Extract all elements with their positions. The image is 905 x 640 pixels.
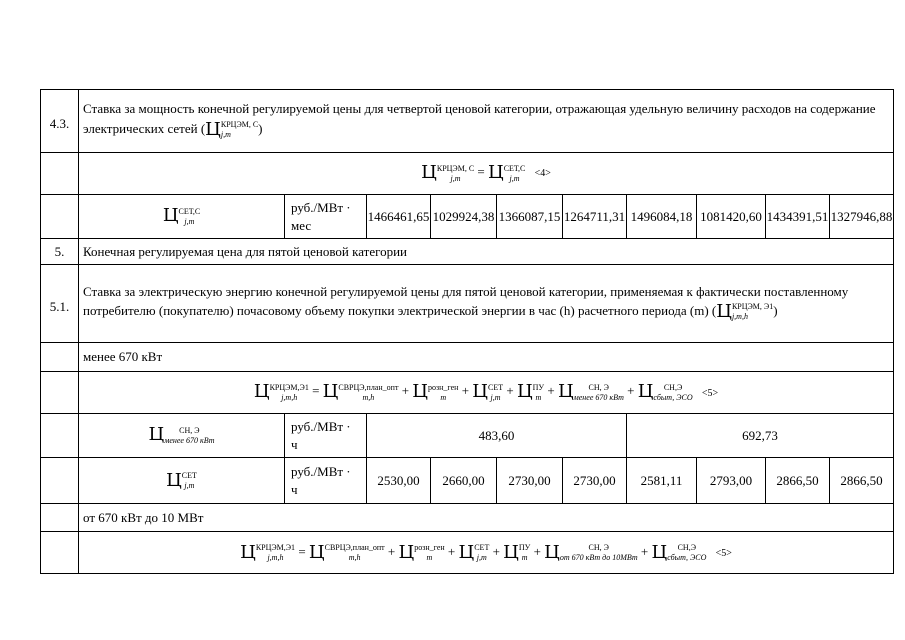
data-row-set-c [41, 195, 894, 239]
value-cell: 1327946,88 [830, 195, 894, 239]
value-cell: 2530,00 [367, 458, 431, 504]
value-cell: 2866,50 [766, 458, 830, 504]
value-cell: 2730,00 [563, 458, 627, 504]
value-cell: 2581,11 [627, 458, 697, 504]
row-5 [41, 239, 894, 265]
subheading: от 670 кВт до 10 МВт [79, 504, 894, 532]
value-cell: 483,60 [367, 414, 627, 458]
value-cell: 2793,00 [697, 458, 766, 504]
value-cell: 1366087,15 [497, 195, 563, 239]
tariff-table [40, 89, 894, 574]
unit: руб./МВт · ч [285, 414, 367, 458]
value-cell: 1434391,51 [766, 195, 830, 239]
value-cell: 1496084,18 [627, 195, 697, 239]
unit: руб./МВт · мес [285, 195, 367, 239]
description-text: Ставка за электрическую энергию конечной регулируемой цены для пятой ценовой категории, применяемая к фактически поставленному потребителю (покупателю) почасовому объему покупки электрической энергии в час (h) расчетного периода (m) [83, 283, 849, 319]
value-cell: 1264711,31 [563, 195, 627, 239]
value-cell: 2730,00 [497, 458, 563, 504]
row-number: 5.1. [41, 265, 79, 343]
formula: Ц КРЦЭМ,Э1 j,m,h = Ц СВРЦЭ,план_опт m,h + Ц розн_ген m + Ц СЕТ j,m + Ц ПУ m + Ц СН, Э менее 670 кВт + Ц СН,Э сбыт, ЭСО <5> [79, 372, 894, 414]
unit: руб./МВт · ч [285, 458, 367, 504]
value-cell: 2866,50 [830, 458, 894, 504]
row-description [79, 90, 894, 153]
description-text: Ставка за мощность конечной регулируемой цены для четвертой ценовой категории, отражающая удельную величину расходов на содержание электрических сетей [83, 101, 876, 136]
subheading: менее 670 кВт [79, 343, 894, 372]
value-cell: 1029924,38 [431, 195, 497, 239]
value-cell: 2660,00 [431, 458, 497, 504]
symbol: (Ц КРЦЭМ, С j,m ) [200, 118, 263, 140]
data-row-set [41, 458, 894, 504]
value-cell: 1081420,60 [697, 195, 766, 239]
row-description [79, 265, 894, 343]
row-4-3 [41, 90, 894, 153]
subheading-670-10 [41, 504, 894, 532]
value-cell: 692,73 [627, 414, 894, 458]
value-cell: 1466461,65 [367, 195, 431, 239]
row-number: 5. [41, 239, 79, 265]
symbol: (Ц КРЦЭМ, Э1 j,m,h ) [711, 301, 778, 323]
formula-row-less-670 [41, 372, 894, 414]
value-symbol: Ц СЕТ,С j,m [79, 195, 285, 239]
formula: Ц КРЦЭМ, С j,m = Ц СЕТ,С j,m <4> [79, 153, 894, 195]
value-symbol: Ц СН, Э менее 670 кВт [79, 414, 285, 458]
formula-row-4-3 [41, 153, 894, 195]
value-symbol: Ц СЕТ j,m [79, 458, 285, 504]
formula: Ц КРЦЭМ,Э1 j,m,h = Ц СВРЦЭ,план_опт m,h + Ц розн_ген m + Ц СЕТ j,m + Ц ПУ m + Ц СН, Э от 670 кВт до 10МВт + Ц СН,Э сбыт, ЭСО <5> [79, 532, 894, 574]
row-number: 4.3. [41, 90, 79, 153]
subheading-less-670 [41, 343, 894, 372]
row-description: Конечная регулируемая цена для пятой ценовой категории [79, 239, 894, 265]
formula-row-670-10 [41, 532, 894, 574]
row-5-1 [41, 265, 894, 343]
data-row-sn-less-670 [41, 414, 894, 458]
